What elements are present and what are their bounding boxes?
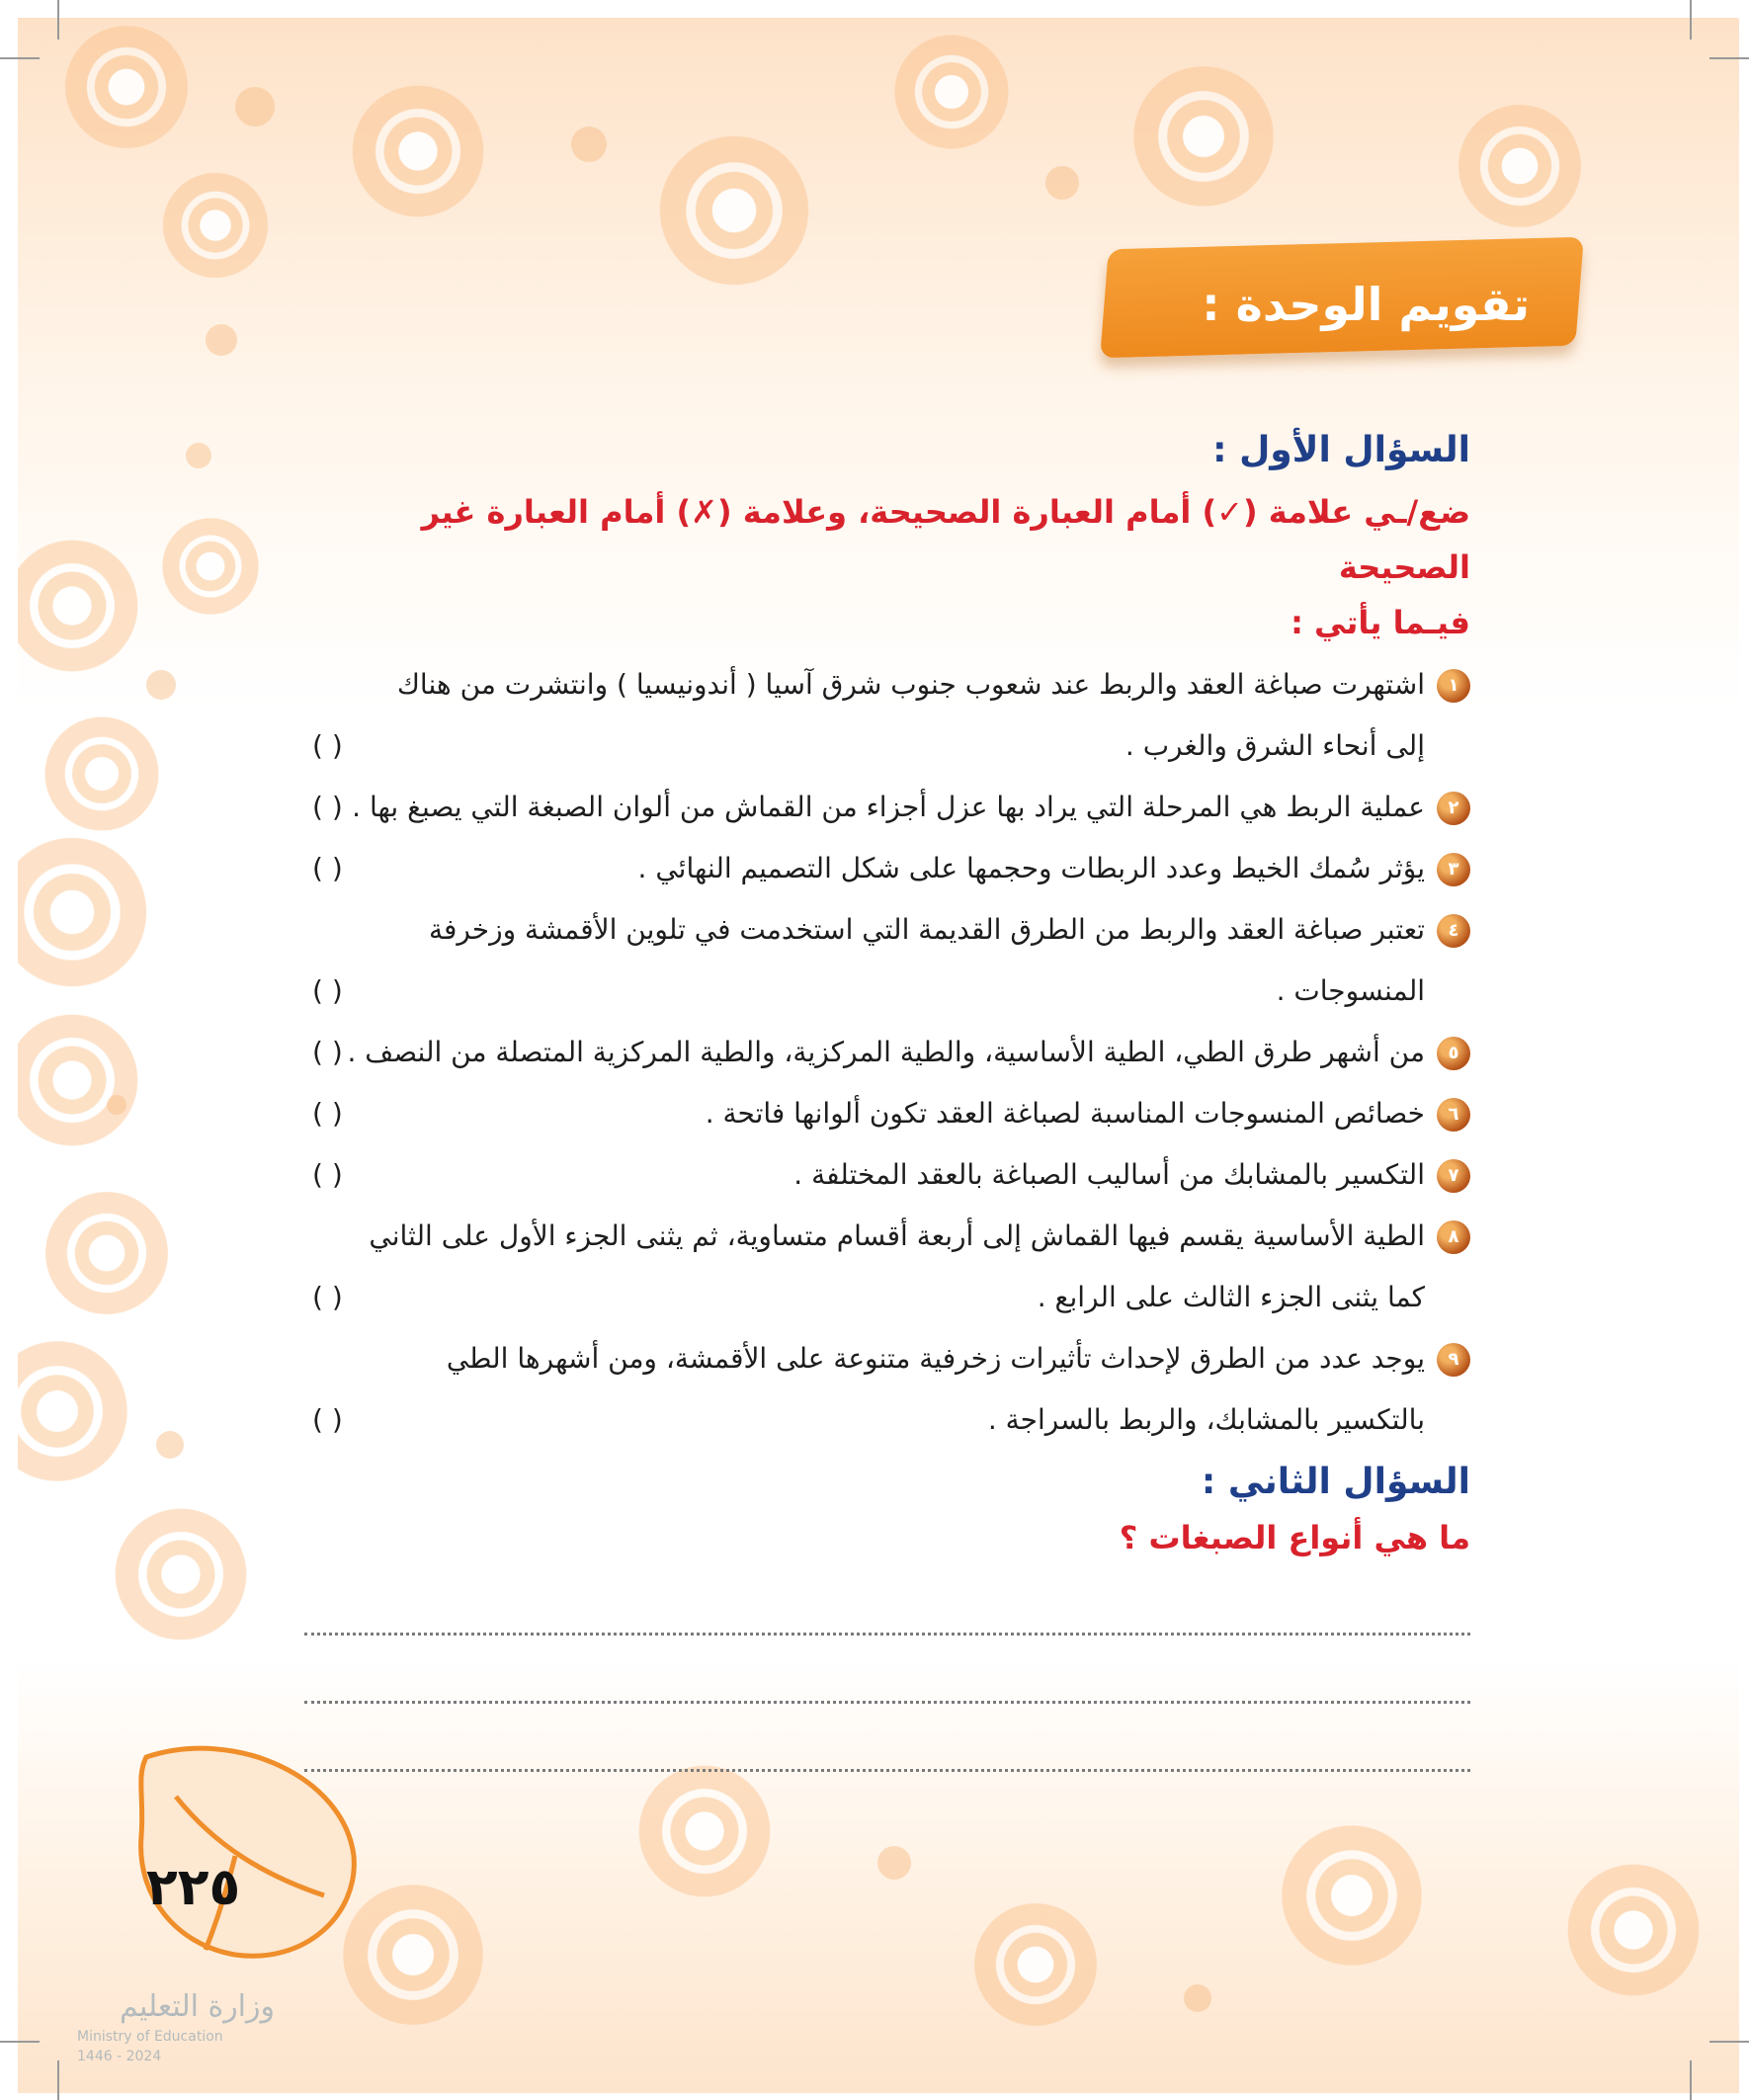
decor-dot xyxy=(1184,1984,1211,2012)
crop-mark xyxy=(0,57,40,59)
decor-dot xyxy=(206,324,237,356)
decor-flower xyxy=(630,1757,779,1905)
item-line xyxy=(304,1083,1425,1144)
item-number-badge: ٢ xyxy=(1437,792,1470,825)
answer-box[interactable]: ( ) xyxy=(312,1036,343,1068)
leaf-logo-icon xyxy=(117,1737,374,1974)
decor-flower xyxy=(156,166,275,285)
item-text: إلى أنحاء الشرق والغرب . xyxy=(1124,729,1425,762)
crop-mark xyxy=(1709,2041,1749,2043)
question-item xyxy=(304,838,1470,899)
answer-box[interactable]: ( ) xyxy=(312,852,343,884)
item-line xyxy=(304,1022,1425,1083)
item-text: بالتكسير بالمشابك، والربط بالسراجة . xyxy=(987,1403,1425,1436)
ministry-name: وزارة التعليم xyxy=(119,1989,275,2024)
decor-flower xyxy=(1451,97,1589,235)
answer-box[interactable]: ( ) xyxy=(312,1158,343,1191)
crop-mark xyxy=(57,0,59,40)
crop-mark xyxy=(1690,2060,1692,2100)
crop-mark xyxy=(0,2041,40,2043)
question-item xyxy=(304,654,1470,777)
decor-flower xyxy=(1559,1856,1707,2004)
decor-dot xyxy=(186,443,211,468)
question2-prompt: ما هي أنواع الصبغات ؟ xyxy=(1119,1519,1470,1556)
question1-instruction: ضع/ـي علامة (✓) أمام العبارة الصحيحة، وعلامة (✗) أمام العبارة غير الصحيحة xyxy=(421,493,1470,586)
question-item xyxy=(304,1022,1470,1083)
item-text: يوجد عدد من الطرق لإحداث تأثيرات زخرفية متنوعة على الأقمشة، ومن أشهرها الطي xyxy=(446,1342,1425,1375)
question-item xyxy=(304,1206,1470,1328)
decor-flower xyxy=(18,1006,146,1154)
decor-dot xyxy=(146,670,176,700)
decor-dot xyxy=(156,1431,184,1459)
answer-line[interactable] xyxy=(304,1567,1470,1636)
page-title: تقويم الوحدة : xyxy=(1202,278,1530,331)
question-item xyxy=(304,777,1470,838)
item-text: خصائص المنسوجات المناسبة لصباغة العقد تكون ألوانها فاتحة . xyxy=(705,1097,1425,1130)
item-line xyxy=(304,715,1425,777)
item-line xyxy=(304,1206,1425,1267)
answer-box[interactable]: ( ) xyxy=(312,1281,343,1313)
decor-flower xyxy=(18,532,146,680)
item-line xyxy=(304,1144,1425,1206)
item-text: تعتبر صباغة العقد والربط من الطرق القديمة التي استخدمت في تلوين الأقمشة وزخرفة xyxy=(428,913,1425,946)
question-item xyxy=(304,899,1470,1022)
item-text: عملية الربط هي المرحلة التي يراد بها عزل أجزاء من القماش من ألوان الصبغة التي يصبغ بها . xyxy=(352,791,1425,823)
item-line xyxy=(304,777,1425,838)
decor-flower xyxy=(156,512,265,621)
answer-line[interactable] xyxy=(304,1636,1470,1704)
answer-box[interactable]: ( ) xyxy=(312,974,343,1007)
item-number-badge: ١ xyxy=(1437,669,1470,703)
decor-flower xyxy=(1124,57,1283,215)
decor-flower xyxy=(344,77,492,225)
decor-dot xyxy=(107,1095,126,1115)
item-line xyxy=(304,961,1425,1022)
decor-flower xyxy=(18,828,156,996)
item-text: كما يثنى الجزء الثالث على الرابع . xyxy=(1037,1281,1425,1313)
question-item xyxy=(304,1144,1470,1206)
item-number-badge: ٥ xyxy=(1437,1037,1470,1070)
item-number-badge: ٣ xyxy=(1437,853,1470,886)
question-item xyxy=(304,1083,1470,1144)
crop-mark xyxy=(1690,0,1692,40)
crop-mark xyxy=(1709,57,1749,59)
page-number: ٢٢٥ xyxy=(146,1858,241,1917)
ministry-name-en: Ministry of Education xyxy=(77,2029,223,2045)
decor-flower xyxy=(966,1895,1105,2034)
decor-flower xyxy=(38,710,166,838)
item-number-badge: ٧ xyxy=(1437,1159,1470,1193)
answer-box[interactable]: ( ) xyxy=(312,729,343,762)
edition-year: 2024 - 1446 xyxy=(77,2049,162,2064)
answer-box[interactable]: ( ) xyxy=(312,1097,343,1130)
question2-title: السؤال الثاني : xyxy=(1201,1462,1470,1502)
page xyxy=(18,18,1739,2093)
item-line xyxy=(304,1328,1425,1389)
main-content xyxy=(304,423,1470,1772)
decor-flower xyxy=(1273,1816,1431,1974)
item-text: المنسوجات . xyxy=(1276,974,1425,1007)
decor-dot xyxy=(571,126,607,162)
item-number-badge: ٤ xyxy=(1437,914,1470,948)
item-number-badge: ٨ xyxy=(1437,1220,1470,1254)
question1-list xyxy=(304,654,1470,1451)
answer-box[interactable]: ( ) xyxy=(312,791,343,823)
decor-flower xyxy=(107,1500,255,1648)
question1-title: السؤال الأول : xyxy=(1212,430,1470,470)
item-line xyxy=(304,899,1425,961)
item-line xyxy=(304,1389,1425,1451)
item-line xyxy=(304,1267,1425,1328)
answer-line[interactable] xyxy=(304,1704,1470,1772)
question1-instruction-cont: فيـما يأتي : xyxy=(1291,604,1470,641)
item-text: من أشهر طرق الطي، الطية الأساسية، والطية المركزية، والطية المركزية المتصلة من النصف . xyxy=(347,1036,1425,1068)
decor-flower xyxy=(887,28,1016,156)
decor-flower xyxy=(57,18,196,156)
decor-flower xyxy=(38,1184,176,1322)
item-line xyxy=(304,654,1425,715)
decor-dot xyxy=(877,1846,911,1880)
item-text: الطية الأساسية يقسم فيها القماش إلى أربعة أقسام متساوية، ثم يثنى الجزء الأول على الثاني xyxy=(369,1219,1425,1252)
item-text: اشتهرت صباغة العقد والربط عند شعوب جنوب شرق آسيا ( أندونيسيا ) وانتشرت من هناك xyxy=(396,668,1425,701)
item-number-badge: ٦ xyxy=(1437,1098,1470,1132)
decor-dot xyxy=(1045,166,1079,200)
answer-box[interactable]: ( ) xyxy=(312,1403,343,1436)
item-line xyxy=(304,838,1425,899)
crop-mark xyxy=(57,2060,59,2100)
item-text: يؤثر سُمك الخيط وعدد الربطات وحجمها على شكل التصميم النهائي . xyxy=(637,852,1425,884)
question-item xyxy=(304,1328,1470,1451)
decor-flower xyxy=(18,1332,136,1490)
decor-dot xyxy=(235,87,275,126)
item-text: التكسير بالمشابك من أساليب الصباغة بالعقد المختلفة . xyxy=(793,1158,1425,1191)
decor-flower xyxy=(650,126,818,294)
item-number-badge: ٩ xyxy=(1437,1343,1470,1377)
